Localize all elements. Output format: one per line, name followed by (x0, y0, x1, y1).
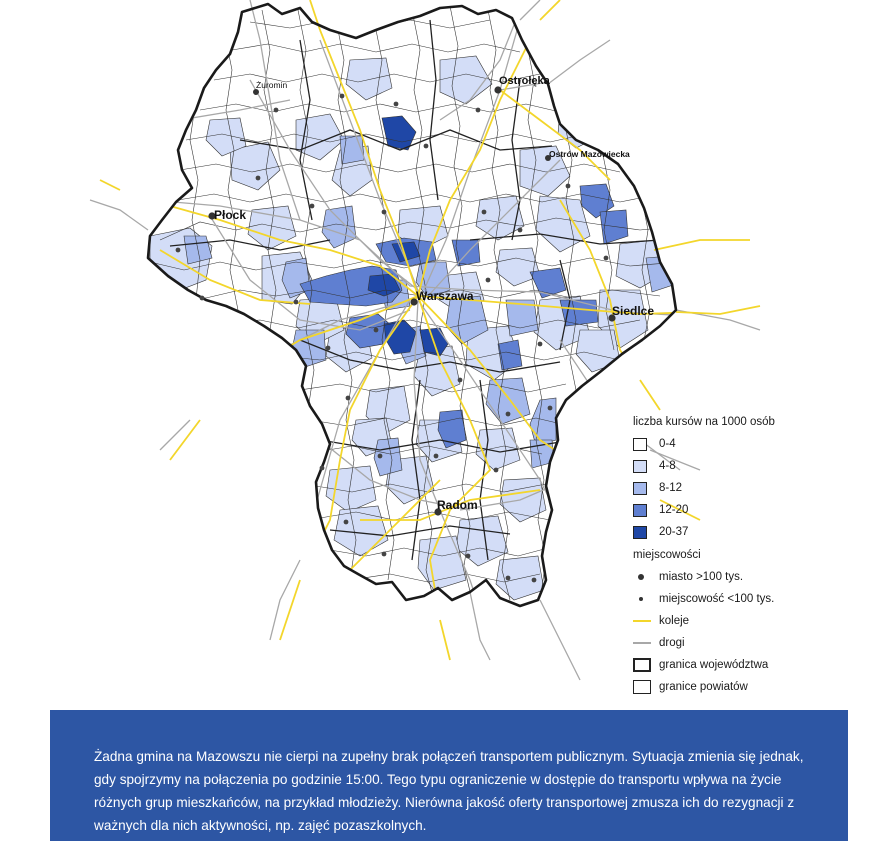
map-legend (633, 414, 863, 698)
label-zuromin: Żuromin (256, 80, 288, 90)
legend-swatch (633, 482, 647, 495)
legend-class-label: 4-8 (659, 460, 676, 472)
legend-railways (633, 610, 863, 632)
legend-swatch (633, 460, 647, 473)
county-border-icon (633, 680, 651, 694)
legend-town-small-label: miejscowość <100 tys. (659, 593, 775, 605)
description-panel (50, 710, 848, 841)
road-line-icon (633, 642, 651, 644)
legend-class-label: 8-12 (659, 482, 683, 494)
legend-roads (633, 632, 863, 654)
small-town-dot-icon (639, 597, 643, 601)
legend-class-label: 0-4 (659, 438, 676, 450)
legend-class-8-12 (633, 477, 863, 499)
legend-swatch (633, 504, 647, 517)
legend-class-0-4 (633, 433, 863, 455)
label-radom: Radom (437, 498, 478, 512)
railway-line-icon (633, 620, 651, 622)
label-siedlce: Siedlce (612, 304, 655, 318)
legend-class-label: 12-20 (659, 504, 689, 516)
label-plock: Płock (214, 208, 247, 222)
legend-voivodeship-border (633, 654, 863, 676)
legend-class-20-37 (633, 521, 863, 543)
legend-town-small (633, 588, 863, 610)
legend-class-4-8 (633, 455, 863, 477)
legend-roads-label: drogi (659, 637, 685, 649)
legend-title: liczba kursów na 1000 osób (633, 416, 775, 428)
label-ostroleka: Ostrołęka (499, 75, 550, 87)
legend-county-borders-label: granice powiatów (659, 681, 748, 693)
legend-places-title: miejscowości (633, 549, 701, 561)
description-text: Żadna gmina na Mazowszu nie cierpi na zupełny brak połączeń transportem publicznym. Sytuacja zmienia się jednak, gdy spojrzymy na połączenia po godzinie 15:00. Tego typu ograniczenie w dostępie do transportu wpływa na życie różnych grup mieszkańców, na przykład młodzieży. Nierówna jakość oferty transportowej zmusza ich do rezygnacji z ważnych dla nich aktywności, np. zajęć pozaszkolnych. (94, 749, 804, 833)
large-city-dot-icon (638, 574, 644, 580)
label-ostrow-mazowiecka: Ostrów Mazowiecka (549, 149, 630, 159)
legend-class-label: 20-37 (659, 526, 689, 538)
legend-railways-label: koleje (659, 615, 690, 627)
legend-city-large-label: miasto >100 tys. (659, 571, 744, 583)
city-dot-ostroleka (494, 86, 501, 93)
legend-voivodeship-border-label: granica województwa (659, 659, 769, 671)
legend-city-large (633, 566, 863, 588)
label-warszawa: Warszawa (416, 289, 474, 303)
legend-county-borders (633, 676, 863, 698)
voivodeship-border-icon (633, 658, 651, 672)
legend-swatch (633, 526, 647, 539)
legend-class-12-20 (633, 499, 863, 521)
legend-swatch (633, 438, 647, 451)
